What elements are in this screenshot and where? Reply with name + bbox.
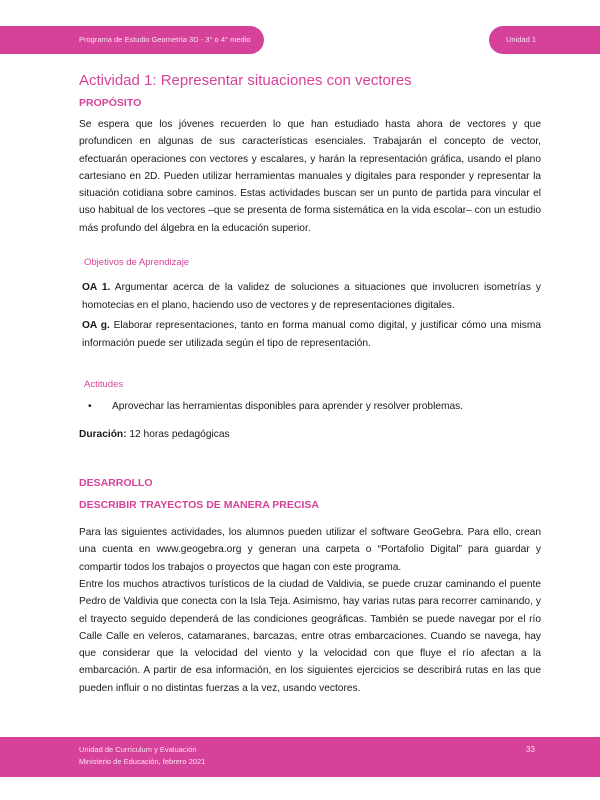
attitudes-heading: Actitudes [84,379,124,390]
duration-line [79,426,541,443]
attitude-item [88,401,463,412]
duration-value: 12 horas pedagógicas [126,429,230,440]
objective-code: OA g. [82,320,110,331]
activity-title: Actividad 1: Representar situaciones con vectores [79,72,412,89]
objective-oag [82,317,541,353]
objectives-heading: Objetivos de Aprendizaje [84,257,190,268]
development-paragraph-2: Entre los muchos atractivos turísticos de la ciudad de Valdivia, se puede cruzar caminando el puente Pedro de Valdivia que conecta con la Isla Teja. Asimismo, hay varias rutas para recorrer caminando, y el trayecto seguido dependerá de las condiciones geográficas. También se puede navegar por el río Calle Calle en veleros, catamaranes, barcazas, entre otras embarcaciones. Cuando se navega, hay que considerar que la velocidad del viento y la velocidad con que fluye el río afectan a la embarcación. A partir de esa información, en los siguientes ejercicios se describirá rutas en las que pueden influir o no distintas fuerzas a la vez, usando vectores. [79,579,541,694]
page-number: 33 [526,745,535,754]
footer-ministry: Ministerio de Educación, febrero 2021 [79,757,206,766]
footer-unit: Unidad de Currículum y Evaluación [79,745,197,754]
development-paragraph-1: Para las siguientes actividades, los alumnos pueden utilizar el software GeoGebra. Para ello, crean una cuenta en www.geogebra.org y generan una carpeta o “Portafolio Digital” para guardar y compartir todos los trabajos o proyectos que hagan con este programa. [79,527,541,573]
bullet-icon: • [88,401,92,412]
unit-label: Unidad 1 [506,35,537,44]
purpose-heading: PROPÓSITO [79,97,142,109]
duration-label: Duración: [79,429,127,440]
attitude-text: Aprovechar las herramientas disponibles para aprender y resolver problemas. [112,401,464,412]
development-subheading: DESCRIBIR TRAYECTOS DE MANERA PRECISA [79,499,319,511]
objective-text: Elaborar representaciones, tanto en forma manual como digital, y justificar cómo una misma información puede ser utilizada según el tipo de representación. [82,320,541,349]
objective-oa1 [82,279,541,315]
objective-text: Argumentar acerca de la validez de soluciones a situaciones que involucren isometrías y homotecias en el plano, haciendo uso de vectores y de representaciones digitales. [82,282,542,311]
objective-code: OA 1. [82,282,111,293]
purpose-text: Se espera que los jóvenes recuerden lo que han estudiado hasta ahora de vectores y que profundicen en algunas de sus características esenciales. Trabajarán el concepto de vector, efectuarán operaciones con vectores y escalares, y harán la representación gráfica, usando el plano cartesiano en 2D. Pueden utilizar herramientas manuales y digitales para responder y representar la situación cotidiana sobre caminos. Estas actividades buscan ser un punto de partida para vincular el uso habitual de los vectores –que se presenta de forma sistemática en la vida escolar– con un estudio más profundo del álgebra en la educación superior. [79,119,541,234]
program-title: Programa de Estudio Geometría 3D - 3° o 4° medio [79,35,251,44]
development-heading: DESARROLLO [79,477,153,489]
